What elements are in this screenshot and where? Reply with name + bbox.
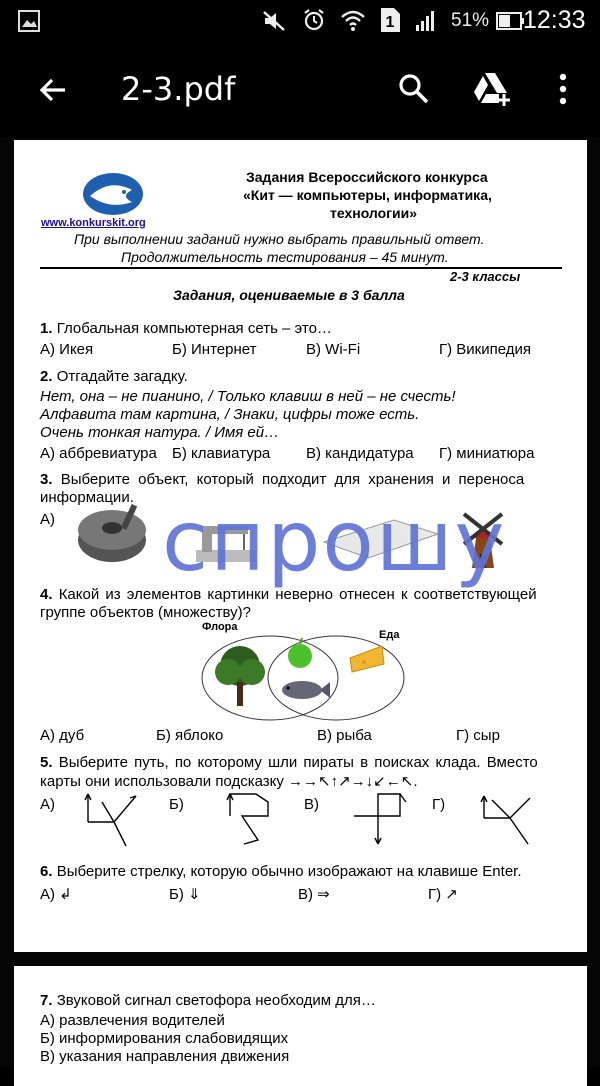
path-c-diagram	[348, 788, 412, 855]
q5-option-b: Б)	[169, 796, 184, 813]
q7-option-a: А) развлечения водителей	[40, 1012, 225, 1029]
clock: 12:33	[523, 6, 586, 34]
back-arrow-icon[interactable]	[38, 75, 68, 110]
notification-badge: 1	[385, 14, 395, 31]
q3-option-a: А)	[40, 511, 55, 528]
header-line-2: «Кит — компьютеры, информатика,	[243, 187, 492, 203]
sim-icon	[378, 7, 402, 38]
path-b-diagram	[218, 788, 282, 855]
q4-option-c: В) рыба	[317, 727, 372, 744]
q2-option-d: Г) миниатюра	[439, 445, 535, 462]
wifi-icon	[340, 8, 366, 37]
signal-icon	[414, 10, 438, 37]
millstone-icon	[74, 500, 154, 573]
instruction-2: Продолжительность тестирования – 45 минут.	[121, 249, 449, 265]
document-title: 2-3.pdf	[121, 70, 236, 108]
fish-icon	[282, 681, 330, 699]
apple-icon	[288, 638, 312, 668]
q6-option-d: Г) ↗	[428, 886, 458, 903]
q2-riddle-3: Очень тонкая натура. / Имя ей…	[40, 424, 280, 441]
q2-option-b: Б) клавиатура	[172, 445, 271, 462]
q4-option-b: Б) яблоко	[156, 727, 224, 744]
path-a-diagram	[80, 788, 144, 855]
q1-option-d: Г) Википедия	[439, 341, 531, 358]
question-7: 7. Звуковой сигнал светофора необходим для…	[40, 992, 376, 1009]
path-d-diagram	[478, 788, 542, 855]
q1-option-b: Б) Интернет	[172, 341, 257, 358]
question-1: 1. Глобальная компьютерная сеть – это…	[40, 320, 332, 337]
grade-label: 2-3 классы	[450, 269, 521, 284]
mute-icon	[262, 10, 286, 37]
venn-label-food: Еда	[379, 629, 400, 641]
app-toolbar	[0, 42, 600, 138]
header-line-3: технологии»	[330, 205, 417, 221]
q4-option-a: А) дуб	[40, 727, 85, 744]
q2-option-c: В) кандидатура	[306, 445, 414, 462]
question-2: 2. Отгадайте загадку.	[40, 368, 188, 385]
question-3: 3. Выберите объект, который подходит для хранения и переноса	[40, 471, 525, 488]
q2-option-a: А) аббревиатура	[40, 445, 157, 462]
q2-riddle-1: Нет, она – не пианино, / Только клавиш в ней – не счесть!	[40, 388, 456, 405]
q5-option-a: А)	[40, 796, 55, 813]
q6-option-b: Б) ⇓	[169, 886, 201, 903]
question-4: 4. Какой из элементов картинки неверно отнесен к соответствующей	[40, 586, 537, 603]
oak-tree-icon	[215, 646, 265, 706]
drive-add-icon[interactable]	[473, 71, 513, 112]
fish-logo-icon	[80, 170, 146, 223]
q6-option-a: А) ↲	[40, 886, 72, 903]
alarm-icon	[302, 8, 326, 37]
battery-icon	[496, 11, 526, 36]
q2-riddle-2: Алфавита там картина, / Знаки, цифры тоже есть.	[40, 406, 420, 423]
question-4-line-2: группе объектов (множеству)?	[40, 604, 251, 621]
header-line-1: Задания Всероссийского конкурса	[246, 169, 488, 185]
search-icon[interactable]	[398, 73, 430, 110]
section-title: Задания, оцениваемые в 3 балла	[173, 287, 405, 303]
q7-option-b: Б) информирования слабовидящих	[40, 1030, 289, 1047]
q1-option-c: В) Wi-Fi	[306, 341, 361, 358]
pdf-viewer[interactable]	[0, 138, 600, 1067]
pdf-page-2[interactable]	[14, 966, 587, 1086]
gallery-icon	[18, 10, 40, 37]
status-bar	[0, 0, 600, 42]
pdf-page-1[interactable]	[14, 140, 587, 952]
q1-option-a: А) Икея	[40, 341, 94, 358]
question-6: 6. Выберите стрелку, которую обычно изображают на клавише Enter.	[40, 863, 522, 880]
cheese-icon	[350, 646, 384, 672]
q5-option-c: В)	[304, 796, 319, 813]
site-link[interactable]: www.konkurskit.org	[41, 217, 146, 229]
question-5-line-2: карты они использовали подсказку →→↖↑↗→↓↙←↖.	[40, 773, 418, 790]
venn-label-flora: Флора	[202, 621, 238, 633]
q7-option-c: В) указания направления движения	[40, 1048, 290, 1065]
more-vert-icon[interactable]	[559, 73, 567, 110]
venn-diagram	[200, 632, 406, 727]
instruction-1: При выполнении заданий нужно выбрать правильный ответ.	[74, 231, 485, 247]
question-5: 5. Выберите путь, по которому шли пираты в поисках клада. Вместо	[40, 754, 538, 771]
q5-option-d: Г)	[432, 796, 446, 813]
watermark: спрошу	[162, 492, 507, 590]
q6-option-c: В) ⇒	[298, 886, 330, 903]
battery-percent: 51%	[451, 10, 490, 31]
q4-option-d: Г) сыр	[456, 727, 500, 744]
question-3-line-2: информации.	[40, 489, 134, 506]
